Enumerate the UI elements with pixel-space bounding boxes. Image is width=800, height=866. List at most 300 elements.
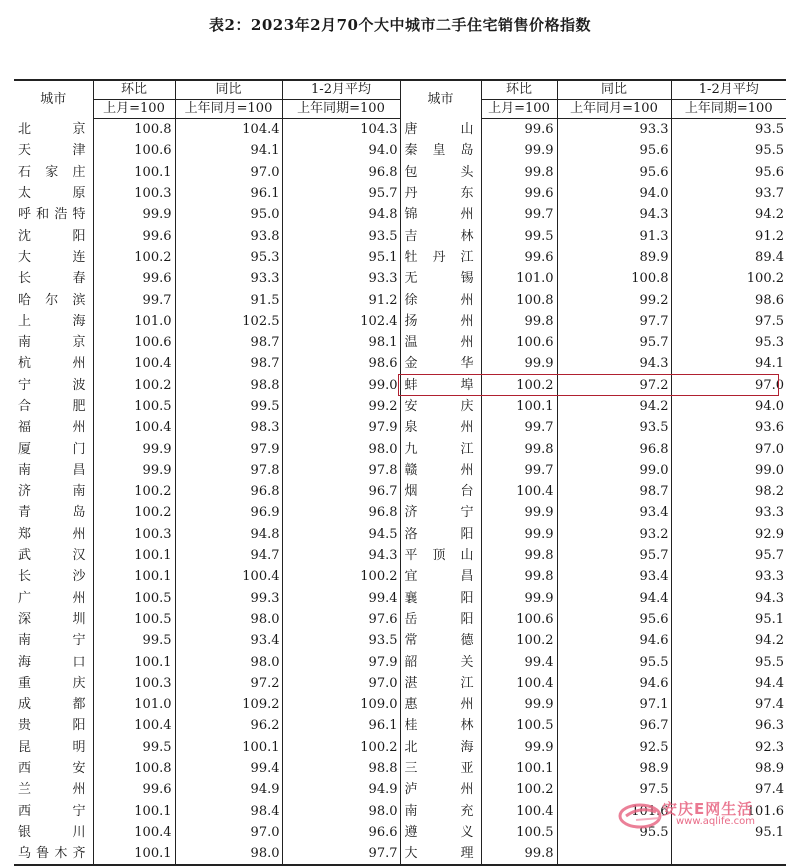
mom-value-right: 100.1 <box>481 396 557 417</box>
city-name-right: 吉林 <box>400 225 481 246</box>
avg-value-left: 94.5 <box>282 524 400 545</box>
mom-value-left: 100.6 <box>93 332 175 353</box>
header-row-1 <box>14 80 786 100</box>
yoy-value-right: 99.2 <box>557 289 671 310</box>
city-name-left: 成都 <box>14 694 93 715</box>
mom-value-left: 100.2 <box>93 481 175 502</box>
mom-value-right: 99.7 <box>481 204 557 225</box>
mom-value-right: 99.7 <box>481 417 557 438</box>
city-name-right: 安庆 <box>400 396 481 417</box>
city-name-left: 西宁 <box>14 801 93 822</box>
table-row <box>14 225 786 246</box>
avg-value-right: 96.3 <box>755 718 784 734</box>
table-row <box>14 651 786 672</box>
city-name-right: 湛江 <box>400 673 481 694</box>
yoy-value-left: 99.5 <box>175 396 282 417</box>
mom-value-left: 101.0 <box>93 311 175 332</box>
yoy-value-left: 95.3 <box>175 247 282 268</box>
table-row <box>14 183 786 204</box>
city-name-left: 长沙 <box>14 566 93 587</box>
avg-value-right: 95.6 <box>755 164 784 180</box>
table-row <box>14 375 786 396</box>
mom-value-right: 100.5 <box>481 715 557 736</box>
mom-value-right: 100.6 <box>481 609 557 630</box>
watermark-text: 安庆E网生活 <box>662 800 754 818</box>
yoy-value-right: 95.7 <box>557 332 671 353</box>
avg-value-right: 98.9 <box>755 761 784 777</box>
city-name-right: 锦州 <box>400 204 481 225</box>
avg-value-left: 94.8 <box>282 204 400 225</box>
yoy-value-right: 101.6 <box>557 801 671 822</box>
mom-value-left: 100.5 <box>93 609 175 630</box>
avg-value-left: 91.2 <box>282 289 400 310</box>
yoy-value-left: 97.2 <box>175 673 282 694</box>
mom-value-right: 100.4 <box>481 801 557 822</box>
yoy-value-right: 97.2 <box>557 375 671 396</box>
city-name-right: 包头 <box>400 162 481 183</box>
avg-value-left: 96.6 <box>282 822 400 843</box>
yoy-value-left: 98.0 <box>175 651 282 672</box>
avg-value-right: 95.1 <box>755 611 784 627</box>
city-name-left: 太原 <box>14 183 93 204</box>
header-mom-left: 环比 <box>93 80 175 100</box>
table-row <box>14 396 786 417</box>
mom-value-left: 100.1 <box>93 843 175 865</box>
city-name-left: 天津 <box>14 140 93 161</box>
avg-value-left: 99.4 <box>282 588 400 609</box>
city-name-right: 徐州 <box>400 289 481 310</box>
yoy-value-left: 97.8 <box>175 460 282 481</box>
city-name-left: 济南 <box>14 481 93 502</box>
avg-value-right: 94.1 <box>755 356 784 372</box>
mom-value-right: 100.8 <box>481 289 557 310</box>
table-row <box>14 588 786 609</box>
city-name-right: 岳阳 <box>400 609 481 630</box>
yoy-value-left: 98.3 <box>175 417 282 438</box>
avg-value-right: 94.2 <box>755 207 784 223</box>
header-mom-right: 环比 <box>481 80 557 100</box>
mom-value-left: 100.2 <box>93 247 175 268</box>
city-name-right: 宜昌 <box>400 566 481 587</box>
avg-value-left: 97.9 <box>282 651 400 672</box>
avg-value-right: 98.2 <box>755 484 784 500</box>
yoy-value-left: 96.8 <box>175 481 282 502</box>
table-row <box>14 332 786 353</box>
yoy-value-left: 94.1 <box>175 140 282 161</box>
yoy-value-left: 109.2 <box>175 694 282 715</box>
yoy-value-right: 95.5 <box>557 651 671 672</box>
mom-value-left: 100.4 <box>93 417 175 438</box>
mom-value-right: 99.8 <box>481 162 557 183</box>
yoy-value-left: 97.0 <box>175 822 282 843</box>
city-name-right: 赣州 <box>400 460 481 481</box>
city-name-right: 济宁 <box>400 502 481 523</box>
city-name-left: 武汉 <box>14 545 93 566</box>
city-name-right: 遵义 <box>400 822 481 843</box>
mom-value-right: 99.9 <box>481 502 557 523</box>
mom-value-right: 100.2 <box>481 630 557 651</box>
avg-value-right: 93.5 <box>755 122 784 138</box>
mom-value-left: 100.8 <box>93 119 175 141</box>
table-row <box>14 247 786 268</box>
avg-value-right: 92.9 <box>755 526 784 542</box>
header-mom-base-right: 上月=100 <box>481 100 557 119</box>
avg-value-left: 94.3 <box>282 545 400 566</box>
yoy-value-left: 98.0 <box>175 609 282 630</box>
city-name-right: 唐山 <box>400 119 481 141</box>
mom-value-left: 100.5 <box>93 396 175 417</box>
avg-value-left: 98.6 <box>282 353 400 374</box>
yoy-value-left: 95.0 <box>175 204 282 225</box>
yoy-value-left: 96.9 <box>175 502 282 523</box>
table-row <box>14 140 786 161</box>
yoy-value-right: 95.6 <box>557 162 671 183</box>
mom-value-left: 99.6 <box>93 225 175 246</box>
header-avg-right: 1-2月平均 <box>671 80 786 100</box>
mom-value-left: 100.4 <box>93 822 175 843</box>
avg-value-left: 97.9 <box>282 417 400 438</box>
table-row <box>14 204 786 225</box>
city-name-left: 长春 <box>14 268 93 289</box>
yoy-value-left: 98.7 <box>175 353 282 374</box>
avg-value-left: 93.5 <box>282 225 400 246</box>
city-name-left: 昆明 <box>14 737 93 758</box>
avg-value-right: 89.4 <box>755 249 784 265</box>
avg-value-left: 100.2 <box>282 566 400 587</box>
table-row <box>14 438 786 459</box>
avg-value-left: 93.5 <box>282 630 400 651</box>
mom-value-left: 99.9 <box>93 204 175 225</box>
city-name-right: 惠州 <box>400 694 481 715</box>
avg-value-right: 93.3 <box>755 569 784 585</box>
avg-value-right: 97.4 <box>755 697 784 713</box>
city-name-right: 洛阳 <box>400 524 481 545</box>
mom-value-right: 99.9 <box>481 524 557 545</box>
yoy-value-left: 100.4 <box>175 566 282 587</box>
avg-value-left: 104.3 <box>282 119 400 141</box>
mom-value-right: 100.5 <box>481 822 557 843</box>
yoy-value-left: 99.3 <box>175 588 282 609</box>
city-name-right: 常德 <box>400 630 481 651</box>
avg-value-left: 96.7 <box>282 481 400 502</box>
avg-value-left: 93.3 <box>282 268 400 289</box>
yoy-value-right: 94.3 <box>557 204 671 225</box>
city-name-right: 泉州 <box>400 417 481 438</box>
table-row <box>14 502 786 523</box>
table-row <box>14 524 786 545</box>
avg-value-right: 94.2 <box>755 633 784 649</box>
city-name-left: 海口 <box>14 651 93 672</box>
header-mom-base-left: 上月=100 <box>93 100 175 119</box>
yoy-value-left: 93.3 <box>175 268 282 289</box>
yoy-value-left: 97.9 <box>175 438 282 459</box>
city-name-right: 大理 <box>400 843 481 865</box>
city-name-right: 蚌埠 <box>400 375 481 396</box>
avg-value-left: 109.0 <box>282 694 400 715</box>
avg-value-left: 99.0 <box>282 375 400 396</box>
header-city-left: 城市 <box>14 80 93 119</box>
mom-value-left: 99.9 <box>93 438 175 459</box>
header-city-right: 城市 <box>400 80 481 119</box>
avg-value-right <box>671 843 786 865</box>
mom-value-right: 99.8 <box>481 566 557 587</box>
city-name-left: 沈阳 <box>14 225 93 246</box>
table-row <box>14 162 786 183</box>
avg-value-right: 101.6 <box>746 803 784 819</box>
mom-value-right: 100.4 <box>481 481 557 502</box>
mom-value-left: 100.1 <box>93 162 175 183</box>
mom-value-right: 99.4 <box>481 651 557 672</box>
mom-value-right: 100.1 <box>481 758 557 779</box>
yoy-value-left: 98.0 <box>175 843 282 865</box>
mom-value-right: 100.6 <box>481 332 557 353</box>
mom-value-right: 99.8 <box>481 843 557 865</box>
mom-value-right: 99.6 <box>481 247 557 268</box>
city-name-left: 福州 <box>14 417 93 438</box>
mom-value-left: 100.1 <box>93 545 175 566</box>
mom-value-left: 100.4 <box>93 353 175 374</box>
header-yoy-base-right: 上年同月=100 <box>557 100 671 119</box>
mom-value-left: 99.9 <box>93 460 175 481</box>
city-name-left: 银川 <box>14 822 93 843</box>
avg-value-right: 97.4 <box>755 782 784 798</box>
avg-value-right: 97.5 <box>755 313 784 329</box>
avg-value-right: 95.1 <box>755 824 784 840</box>
table-row <box>14 630 786 651</box>
mom-value-right: 99.8 <box>481 311 557 332</box>
avg-value-right: 98.6 <box>755 292 784 308</box>
city-name-right: 三亚 <box>400 758 481 779</box>
yoy-value-right <box>557 843 671 865</box>
yoy-value-left: 96.1 <box>175 183 282 204</box>
city-name-right: 襄阳 <box>400 588 481 609</box>
yoy-value-right: 98.7 <box>557 481 671 502</box>
mom-value-left: 100.2 <box>93 502 175 523</box>
city-name-right: 桂林 <box>400 715 481 736</box>
city-name-right: 韶关 <box>400 651 481 672</box>
yoy-value-right: 99.0 <box>557 460 671 481</box>
city-name-left: 兰州 <box>14 779 93 800</box>
table-row <box>14 289 786 310</box>
avg-value-left: 97.0 <box>282 673 400 694</box>
avg-value-right: 97.0 <box>755 441 784 457</box>
table-row <box>14 481 786 502</box>
avg-value-left: 98.0 <box>282 438 400 459</box>
table-title: 表2：2023年2月70个大中城市二手住宅销售价格指数 <box>209 16 591 34</box>
mom-value-left: 100.3 <box>93 673 175 694</box>
city-name-left: 合肥 <box>14 396 93 417</box>
mom-value-right: 99.5 <box>481 225 557 246</box>
watermark-url: www.aqlife.com <box>676 816 756 827</box>
avg-value-left: 97.6 <box>282 609 400 630</box>
city-name-left: 郑州 <box>14 524 93 545</box>
yoy-value-left: 93.4 <box>175 630 282 651</box>
watermark <box>612 796 792 832</box>
mom-value-right: 99.6 <box>481 183 557 204</box>
avg-value-left: 94.9 <box>282 779 400 800</box>
yoy-value-left: 94.8 <box>175 524 282 545</box>
yoy-value-right: 95.6 <box>557 609 671 630</box>
yoy-value-left: 91.5 <box>175 289 282 310</box>
city-name-right: 无锡 <box>400 268 481 289</box>
avg-value-left: 100.2 <box>282 737 400 758</box>
yoy-value-right: 95.6 <box>557 140 671 161</box>
city-name-left: 广州 <box>14 588 93 609</box>
table-row <box>14 311 786 332</box>
avg-value-right: 95.5 <box>755 143 784 159</box>
avg-value-right: 99.0 <box>755 462 784 478</box>
city-name-left: 贵阳 <box>14 715 93 736</box>
avg-value-left: 98.1 <box>282 332 400 353</box>
mom-value-right: 99.8 <box>481 438 557 459</box>
avg-value-right: 94.3 <box>755 590 784 606</box>
header-avg-left: 1-2月平均 <box>282 80 400 100</box>
city-name-right: 温州 <box>400 332 481 353</box>
mom-value-right: 99.9 <box>481 588 557 609</box>
table-row <box>14 119 786 141</box>
mom-value-left: 100.1 <box>93 801 175 822</box>
yoy-value-right: 94.6 <box>557 630 671 651</box>
header-yoy-right: 同比 <box>557 80 671 100</box>
yoy-value-left: 98.7 <box>175 332 282 353</box>
city-name-right: 牡丹江 <box>400 247 481 268</box>
yoy-value-right: 97.7 <box>557 311 671 332</box>
avg-value-right: 93.7 <box>755 186 784 202</box>
city-name-left: 哈尔滨 <box>14 289 93 310</box>
mom-value-left: 99.5 <box>93 737 175 758</box>
yoy-value-left: 94.9 <box>175 779 282 800</box>
yoy-value-right: 95.7 <box>557 545 671 566</box>
yoy-value-left: 104.4 <box>175 119 282 141</box>
yoy-value-right: 93.4 <box>557 502 671 523</box>
city-name-left: 南昌 <box>14 460 93 481</box>
yoy-value-right: 94.3 <box>557 353 671 374</box>
yoy-value-right: 94.4 <box>557 588 671 609</box>
mom-value-right: 100.2 <box>481 779 557 800</box>
yoy-value-right: 95.5 <box>557 822 671 843</box>
city-name-right: 泸州 <box>400 779 481 800</box>
avg-value-left: 97.8 <box>282 460 400 481</box>
avg-value-right: 97.0 <box>755 377 784 393</box>
avg-value-left: 96.8 <box>282 502 400 523</box>
avg-value-right: 91.2 <box>755 228 784 244</box>
yoy-value-right: 94.0 <box>557 183 671 204</box>
table-row <box>14 673 786 694</box>
mom-value-left: 100.5 <box>93 588 175 609</box>
mom-value-right: 99.8 <box>481 545 557 566</box>
avg-value-left: 96.8 <box>282 162 400 183</box>
avg-value-right: 95.3 <box>755 335 784 351</box>
city-name-left: 宁波 <box>14 375 93 396</box>
city-name-right: 扬州 <box>400 311 481 332</box>
city-name-left: 重庆 <box>14 673 93 694</box>
mom-value-left: 99.5 <box>93 630 175 651</box>
avg-value-right: 93.3 <box>755 505 784 521</box>
avg-value-right: 100.2 <box>746 271 784 287</box>
yoy-value-left: 100.1 <box>175 737 282 758</box>
mom-value-right: 99.9 <box>481 737 557 758</box>
avg-value-left: 94.0 <box>282 140 400 161</box>
city-name-left: 大连 <box>14 247 93 268</box>
mom-value-left: 100.2 <box>93 375 175 396</box>
avg-value-right: 95.5 <box>755 654 784 670</box>
mom-value-left: 101.0 <box>93 694 175 715</box>
mom-value-left: 99.6 <box>93 779 175 800</box>
yoy-value-left: 96.2 <box>175 715 282 736</box>
yoy-value-left: 98.4 <box>175 801 282 822</box>
yoy-value-right: 100.8 <box>557 268 671 289</box>
yoy-value-left: 98.8 <box>175 375 282 396</box>
mom-value-left: 100.6 <box>93 140 175 161</box>
city-name-left: 深圳 <box>14 609 93 630</box>
mom-value-left: 100.3 <box>93 183 175 204</box>
yoy-value-right: 97.5 <box>557 779 671 800</box>
avg-value-right: 94.0 <box>755 399 784 414</box>
yoy-value-right: 93.3 <box>557 119 671 141</box>
table-row <box>14 694 786 715</box>
city-name-left: 南宁 <box>14 630 93 651</box>
city-name-left: 南京 <box>14 332 93 353</box>
city-name-right: 北海 <box>400 737 481 758</box>
mom-value-left: 100.8 <box>93 758 175 779</box>
city-name-left: 杭州 <box>14 353 93 374</box>
city-name-right: 丹东 <box>400 183 481 204</box>
table-row <box>14 843 786 865</box>
yoy-value-right: 93.5 <box>557 417 671 438</box>
mom-value-right: 100.4 <box>481 673 557 694</box>
table-row <box>14 460 786 481</box>
mom-value-left: 100.3 <box>93 524 175 545</box>
mom-value-left: 99.7 <box>93 289 175 310</box>
avg-value-left: 99.2 <box>282 396 400 417</box>
table-row <box>14 545 786 566</box>
table-row <box>14 609 786 630</box>
header-yoy-left: 同比 <box>175 80 282 100</box>
avg-value-right: 95.7 <box>755 548 784 564</box>
city-name-left: 石家庄 <box>14 162 93 183</box>
yoy-value-right: 94.6 <box>557 673 671 694</box>
yoy-value-right: 91.3 <box>557 225 671 246</box>
mom-value-left: 99.6 <box>93 268 175 289</box>
avg-value-left: 98.8 <box>282 758 400 779</box>
table-row <box>14 758 786 779</box>
header-yoy-base-left: 上年同月=100 <box>175 100 282 119</box>
avg-value-left: 98.0 <box>282 801 400 822</box>
yoy-value-right: 96.7 <box>557 715 671 736</box>
yoy-value-right: 98.9 <box>557 758 671 779</box>
city-name-right: 金华 <box>400 353 481 374</box>
header-avg-base-right: 上年同期=100 <box>671 100 786 119</box>
yoy-value-right: 92.5 <box>557 737 671 758</box>
avg-value-right: 92.3 <box>755 739 784 755</box>
avg-value-left: 95.1 <box>282 247 400 268</box>
city-name-left: 呼和浩特 <box>14 204 93 225</box>
city-name-left: 乌鲁木齐 <box>14 843 93 865</box>
table-row <box>14 268 786 289</box>
mom-value-right: 99.7 <box>481 460 557 481</box>
price-index-table <box>14 79 786 866</box>
mom-value-right: 101.0 <box>481 268 557 289</box>
city-name-right: 平顶山 <box>400 545 481 566</box>
table-row <box>14 566 786 587</box>
city-name-left: 青岛 <box>14 502 93 523</box>
yoy-value-right: 97.1 <box>557 694 671 715</box>
mom-value-right: 99.9 <box>481 353 557 374</box>
mom-value-right: 99.6 <box>481 119 557 141</box>
avg-value-left: 97.7 <box>282 843 400 865</box>
yoy-value-left: 97.0 <box>175 162 282 183</box>
mom-value-left: 100.1 <box>93 566 175 587</box>
